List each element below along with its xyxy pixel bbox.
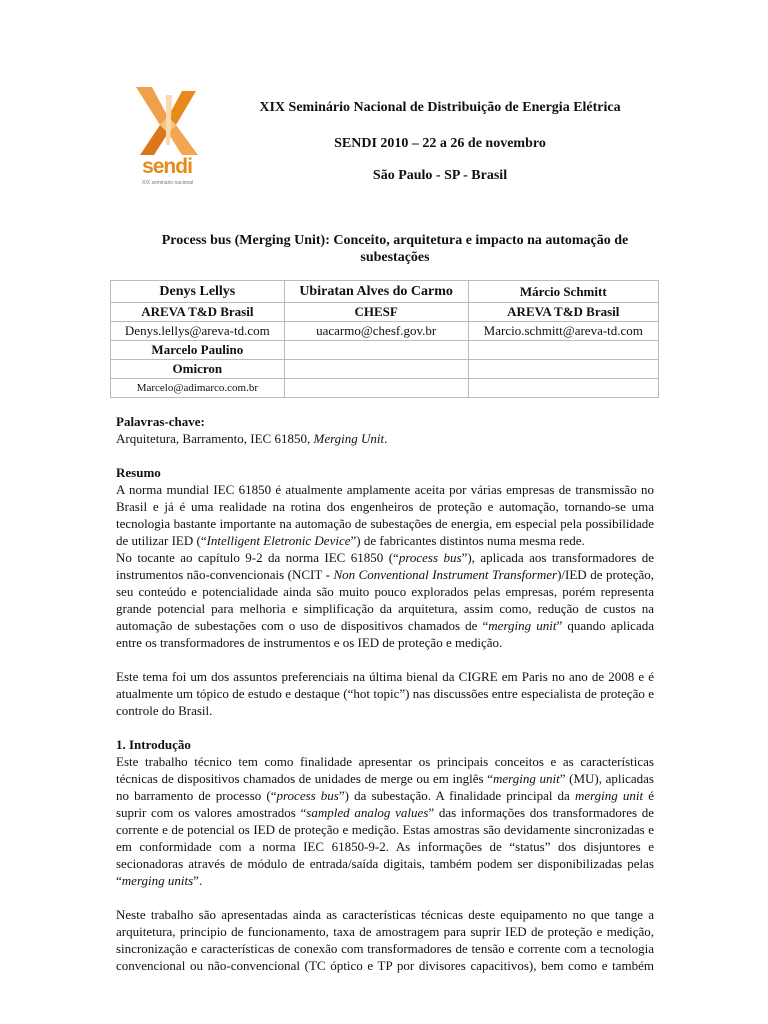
keywords-text: Arquitetura, Barramento, IEC 61850, Merging Unit. <box>116 431 388 446</box>
seminar-dates: SENDI 2010 – 22 a 26 de novembro <box>334 136 546 151</box>
table-row <box>111 341 659 360</box>
introduction-heading: 1. Introdução <box>116 737 191 752</box>
author-email: uacarmo@chesf.gov.br <box>284 322 468 341</box>
keywords-section <box>116 413 654 447</box>
table-row <box>111 303 659 322</box>
abstract-paragraph: Este tema foi um dos assuntos preferenciais na última bienal da CIGRE em Paris no ano de 2008 e é atualmente um tópico de estudo e destaque (“hot topic”) nas discussões entre especialista de proteção e controle do Brasil. <box>116 669 654 718</box>
author-email: Marcelo@adimarco.com.br <box>111 379 285 398</box>
empty-cell <box>468 341 658 360</box>
empty-cell <box>284 360 468 379</box>
abstract-heading: Resumo <box>116 465 161 480</box>
introduction-paragraph: Este trabalho técnico tem como finalidade apresentar os principais conceitos e as características técnicas de dispositivos chamados de unidades de merge ou em inglês “merging unit” (MU), aplicadas no barramento de processo (“process bus”) da subestação. A finalidade principal da merging unit é suprir com os valores amostrados “sampled analog values” das informações dos transformadores de corrente e de potencial os IED de proteção e medição. Estas amostras são devidamente sincronizadas e em conformidade com a norma IEC 61850-9-2. As informações de “status” dos disjuntores e secionadoras através de módulo de entrada/saída digitais, também podem ser disponibilizadas pelas “merging units”. <box>116 754 655 888</box>
author-email: Marcio.schmitt@areva-td.com <box>468 322 658 341</box>
table-row <box>111 322 659 341</box>
empty-cell <box>284 341 468 360</box>
author-name: Marcelo Paulino <box>111 341 285 360</box>
introduction-paragraph: Neste trabalho são apresentadas ainda as características técnicas deste equipamento no que tange a arquitetura, principio de funcionamento, taxa de amostragem para suprir IED de proteção e medição, sincronização e características de conexão com transformadores de tensão e corrente com a tecnologia convencional ou não-convencional (TC óptico e TP por divisores capacitivos), bem como e também <box>116 907 654 973</box>
empty-cell <box>468 379 658 398</box>
paper-title-line: Process bus (Merging Unit): Conceito, arquitetura e impacto na automação de <box>161 233 629 248</box>
author-email: Denys.lellys@areva-td.com <box>111 322 285 341</box>
author-affiliation: CHESF <box>284 303 468 322</box>
abstract-paragraph: A norma mundial IEC 61850 é atualmente amplamente aceita por várias empresas de transmissão no Brasil e já é uma realidade na rotina dos engenheiros de proteção e automação, tornando-se uma tecnologia bastante importante na automação de subestações de energia, em especial pela possibilidade de utilizar IED (“Intelligent Eletronic Device”) de fabricantes distintos numa mesma rede. <box>116 482 654 548</box>
empty-cell <box>284 379 468 398</box>
abstract-paragraph: No tocante ao capítulo 9-2 da norma IEC 61850 (“process bus”), aplicada aos transformadores de instrumentos não-convencionais (NCIT - Non Conventional Instrument Transformer)/IED de proteção, seu conteúdo e potencialidade ainda são muito pouco explorados pelas empresas, porém representa grande potencial para melhoria e simplificação da arquitetura, assim como, redução de custos na automação de subestações com o uso de dispositivos chamados de “merging unit” quando aplicada entre os transformadores de instrumentos e os IED de proteção e medição. <box>116 550 654 650</box>
logo-subtitle: XIX seminário nacional <box>142 180 194 186</box>
keywords-heading: Palavras-chave: <box>116 414 205 429</box>
table-row <box>111 379 659 398</box>
author-affiliation: Omicron <box>111 360 285 379</box>
empty-cell <box>468 360 658 379</box>
seminar-title: XIX Seminário Nacional de Distribuição de Energia Elétrica <box>259 100 621 115</box>
introduction-section <box>116 736 654 974</box>
abstract-section <box>116 464 654 719</box>
table-row <box>111 360 659 379</box>
table-row <box>111 281 659 303</box>
author-name: Ubiratan Alves do Carmo <box>284 281 468 303</box>
logo-wordmark: sendi <box>142 155 192 178</box>
author-affiliation: AREVA T&D Brasil <box>468 303 658 322</box>
author-name: Denys Lellys <box>111 281 285 303</box>
paper-title <box>130 232 660 266</box>
seminar-location: São Paulo - SP - Brasil <box>372 168 508 183</box>
author-name: Márcio Schmitt <box>468 281 658 303</box>
authors-table <box>110 280 659 398</box>
author-affiliation: AREVA T&D Brasil <box>111 303 285 322</box>
paper-title-line: subestações <box>360 250 430 265</box>
